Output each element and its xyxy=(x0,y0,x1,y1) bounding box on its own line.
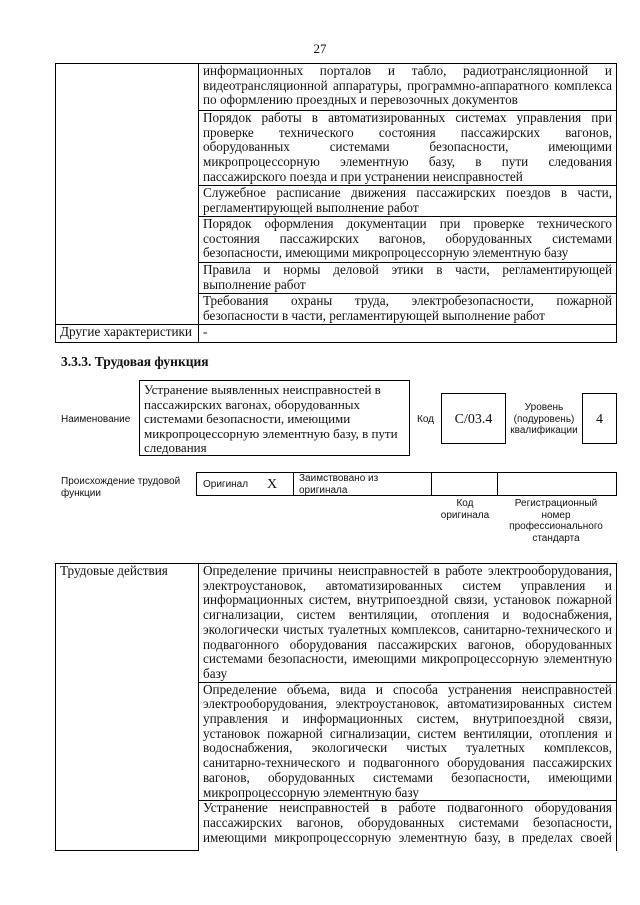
borrowed-label: Заимствовано из оригинала xyxy=(299,473,379,496)
knowledge-item: Служебное расписание движения пассажирских поездов в части, регламентирующей выполнение работ xyxy=(199,186,617,217)
level-value: 4 xyxy=(582,393,617,444)
knowledge-item: информационных порталов и табло, радиотрансляционной и видеотрансляционной аппаратуры, программно-аппаратного комплекса по оформлению проездных и перевозочных документов xyxy=(199,64,617,111)
knowledge-item: Порядок оформления документации при проверке технического состояния пассажирских вагонов, оборудованных системами безопасности, имеющими микропроцессорную элементную базу xyxy=(199,217,617,263)
original-mark: X xyxy=(267,477,278,492)
knowledge-item: Правила и нормы деловой этики в части, регламентирующей выполнение работ xyxy=(199,263,617,294)
function-name-value: Устранение выявленных неисправностей в пассажирских вагонах, оборудованных системами безопасности, имеющими микропроцессорную элементную базу, в пути следования xyxy=(139,380,410,456)
other-characteristics-value: - xyxy=(199,325,617,343)
section-heading: 3.3.3. Трудовая функция xyxy=(61,354,209,369)
original-label: Оригинал xyxy=(203,479,249,490)
knowledge-item: Порядок работы в автоматизированных системах управления при проверке технического состояния пассажирских вагонов, оборудованных системами безопасности, имеющими микропроцессорную элементную базу, в пути следования пассажирского поезда и при устранении неисправностей xyxy=(199,111,617,186)
origin-row xyxy=(196,472,617,496)
code-original-caption: Код оригинала xyxy=(440,498,490,521)
labor-action-item: Устранение неисправностей в работе подвагонного оборудования пассажирских вагонов, оборудованных системами безопасности, имеющими микропроцессорную элементную базу, в пределах своей xyxy=(199,801,617,851)
origin-label: Происхождение трудовой функции xyxy=(61,476,181,499)
labor-action-item: Определение причины неисправностей в работе электрооборудования, электроустановок, автоматизированных систем управления и информационных систем, внутрипоездной связи, установок пожарной сигнализации, систем вентиляции, отопления и водоснабжения, экологически чистых туалетных комплексов, санитарно-технического и подвагонного оборудования пассажирских вагонов, оборудованных системами безопасности, имеющими микропроцессорную элементную базу xyxy=(199,564,617,683)
origin-divider xyxy=(431,473,432,495)
labor-action-item: Определение объема, вида и способа устранения неисправностей электрооборудования, электроустановок, автоматизированных систем управления и информационных систем, внутрипоездной связи, установок пожарной сигнализации, систем вентиляции, отопления и водоснабжения, экологически чистых туалетных комплексов, санитарно-технического и подвагонного оборудования пассажирских вагонов, оборудованных системами безопасности, имеющими микропроцессорную элементную базу xyxy=(199,682,617,801)
knowledge-table xyxy=(55,63,617,343)
knowledge-item: Требования охраны труда, электробезопасности, пожарной безопасности в части, регламентирующей выполнение работ xyxy=(199,294,617,325)
level-label: Уровень (подуровень) квалификации xyxy=(510,402,578,436)
labor-actions-label: Трудовые действия xyxy=(56,564,199,851)
registration-caption: Регистрационный номер профессионального стандарта xyxy=(509,498,603,544)
labor-actions-table xyxy=(55,563,617,851)
other-characteristics-label: Другие характеристики xyxy=(56,325,199,343)
page-number: 27 xyxy=(313,41,327,56)
code-label: Код xyxy=(417,414,435,425)
origin-divider xyxy=(497,473,498,495)
knowledge-label-cell xyxy=(56,64,199,325)
origin-divider xyxy=(293,473,294,495)
name-label: Наименование xyxy=(61,414,131,425)
code-value: С/03.4 xyxy=(441,393,506,444)
